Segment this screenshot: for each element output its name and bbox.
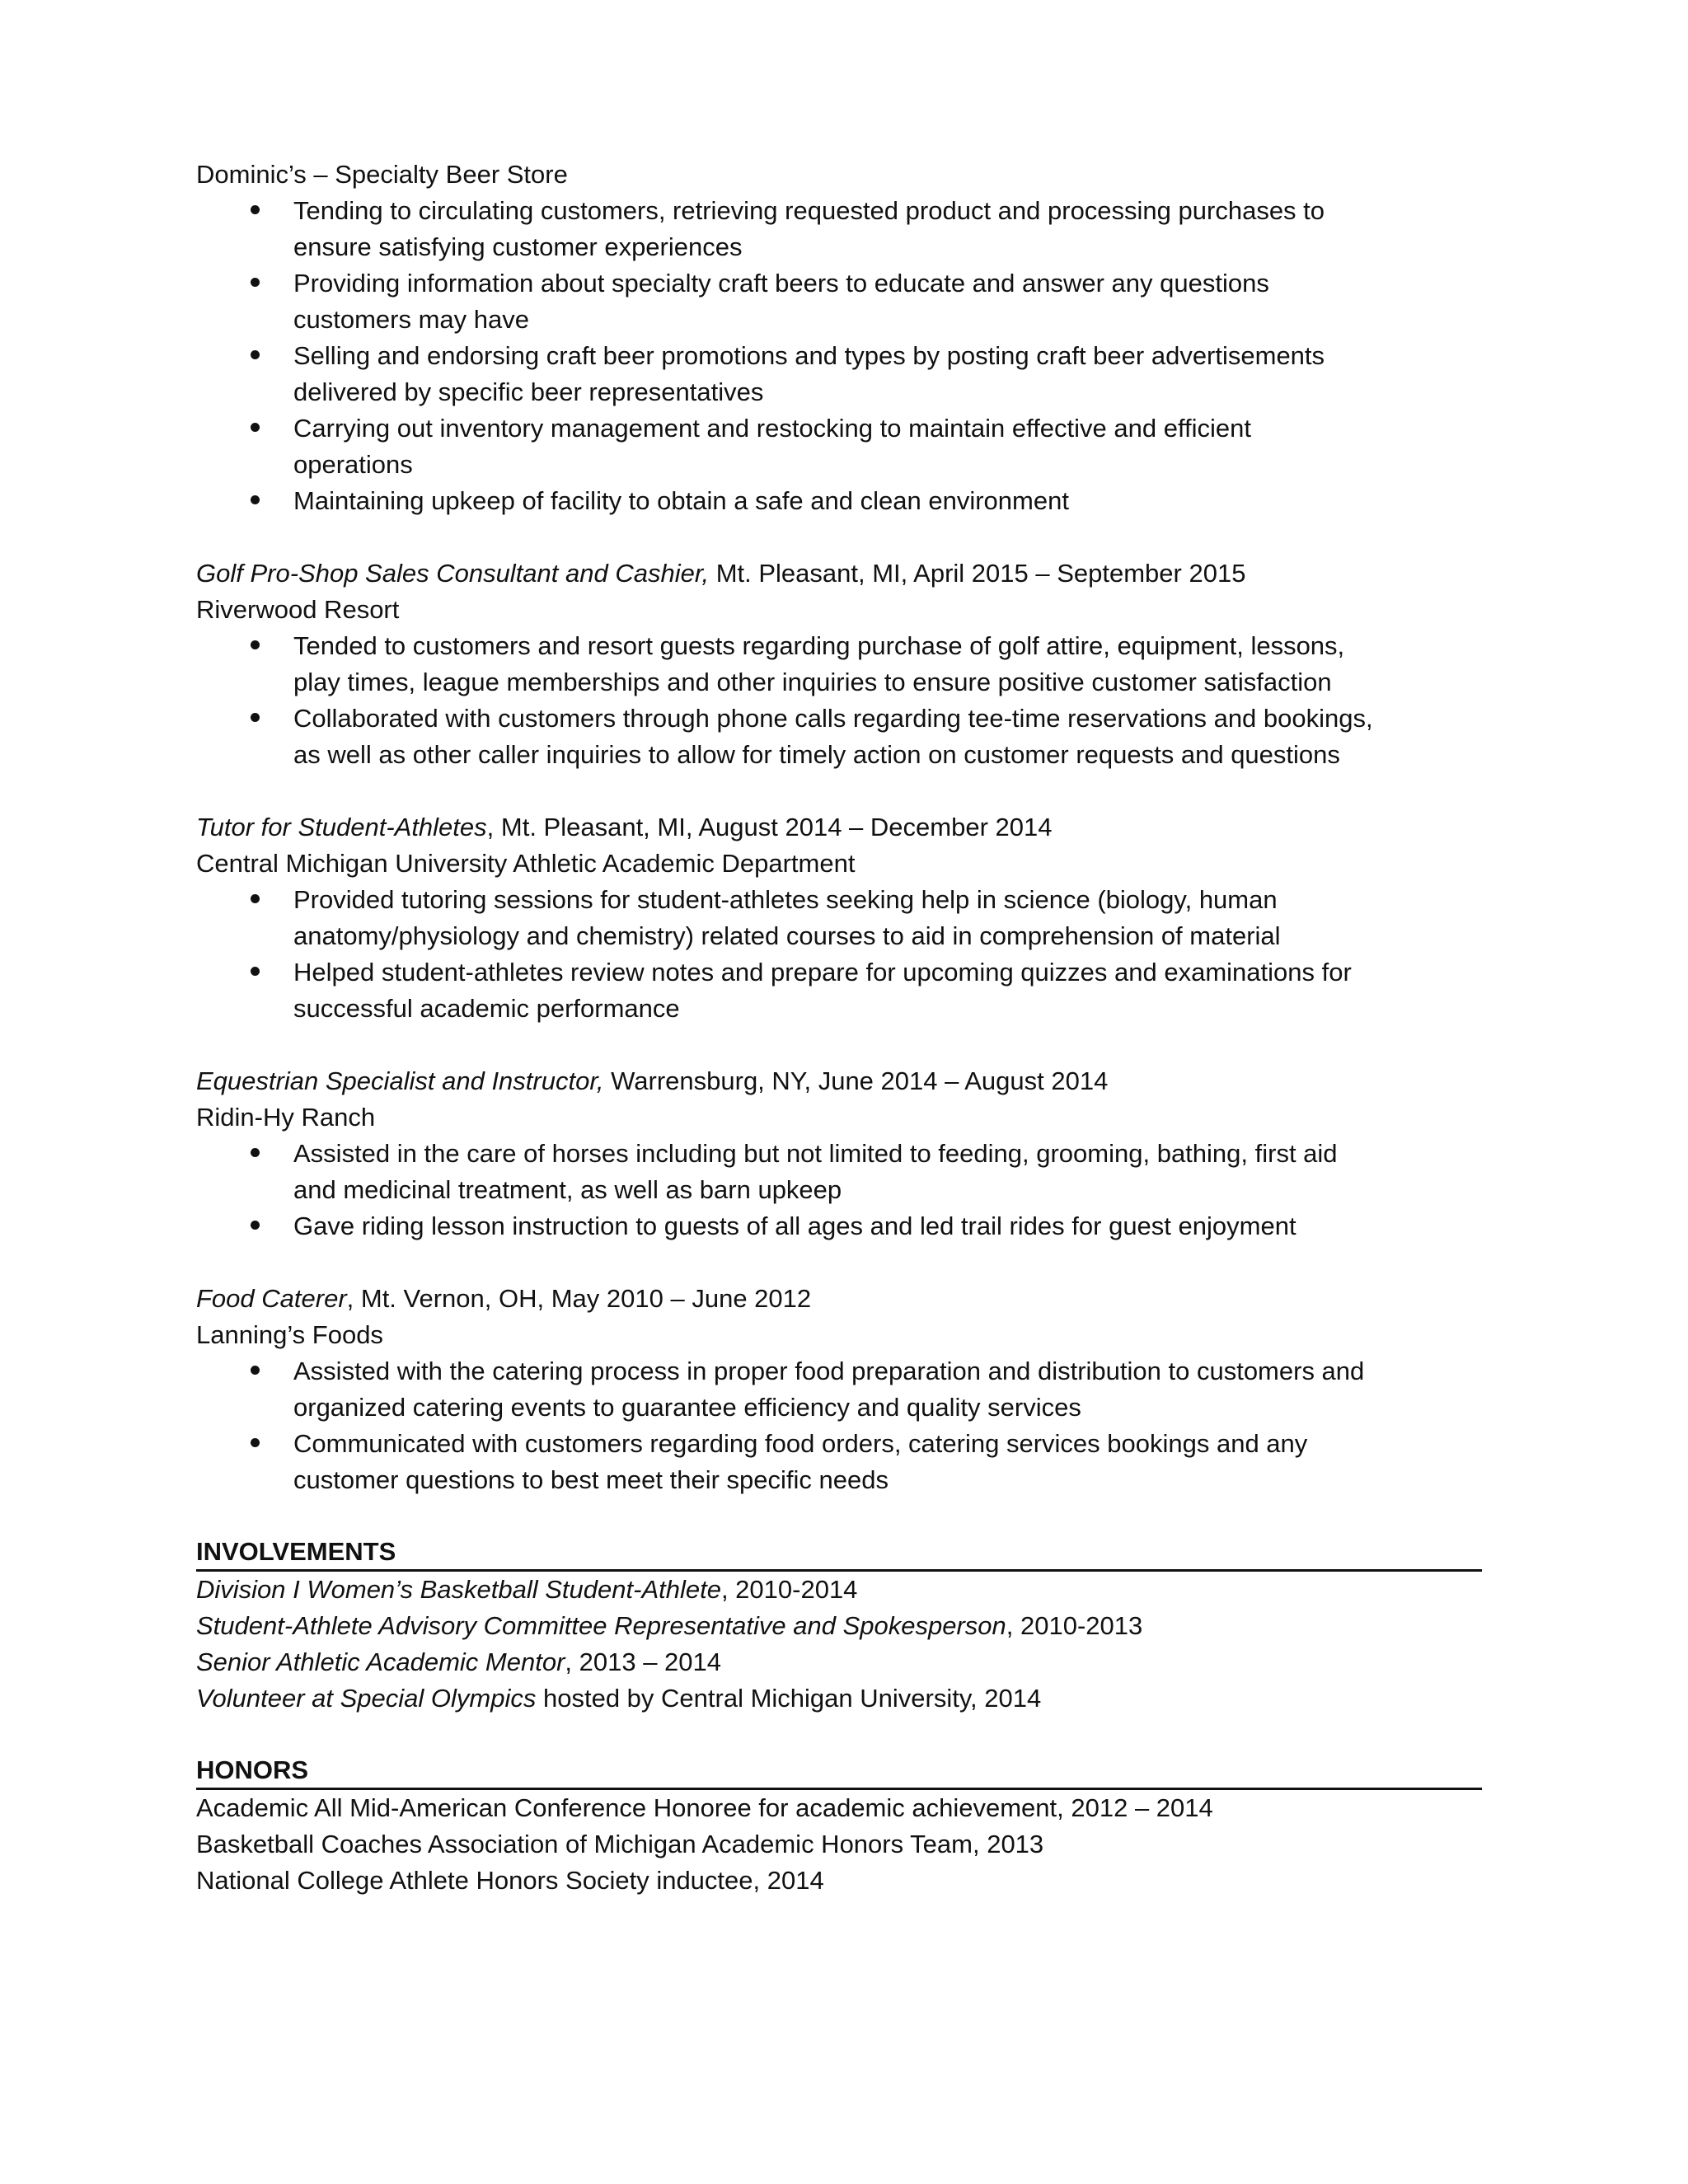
- section-heading: HONORS: [196, 1753, 1482, 1790]
- duty-text: Maintaining upkeep of facility to obtain a safe and clean environment: [293, 486, 1069, 515]
- duty-text: Gave riding lesson instruction to guests of all ages and led trail rides for guest enjoyment: [293, 1212, 1296, 1240]
- duty-text: as well as other caller inquiries to allow for timely action on customer requests and questions: [293, 740, 1340, 769]
- bullet-icon: [251, 640, 260, 649]
- bullet-icon: [251, 423, 260, 432]
- duty-item: [196, 1426, 1482, 1498]
- involvement-item: [196, 1680, 1482, 1717]
- duty-list: [196, 628, 1482, 773]
- honors-section: [196, 1753, 1482, 1899]
- duty-text: Communicated with customers regarding food orders, catering services bookings and any: [293, 1429, 1308, 1458]
- job-title-line: [196, 555, 1482, 592]
- employer-name: Ridin-Hy Ranch: [196, 1103, 376, 1132]
- bullet-icon: [251, 495, 260, 504]
- duty-item: [196, 1136, 1482, 1208]
- involvement-detail: , 2010-2013: [1006, 1611, 1143, 1640]
- bullet-icon: [251, 205, 260, 214]
- bullet-icon: [251, 894, 260, 903]
- job-role: Tutor for Student-Athletes: [196, 813, 487, 841]
- duty-text: customer questions to best meet their specific needs: [293, 1465, 889, 1494]
- job-tutor: [196, 809, 1482, 1027]
- duty-text: ensure satisfying customer experiences: [293, 232, 743, 261]
- duty-text: organized catering events to guarantee efficiency and quality services: [293, 1393, 1081, 1422]
- job-title-line: [196, 809, 1482, 846]
- bullet-icon: [251, 1148, 260, 1157]
- duty-text: Carrying out inventory management and restocking to maintain effective and efficient: [293, 414, 1252, 443]
- bullet-icon: [251, 350, 260, 359]
- involvement-title: Volunteer at Special Olympics: [196, 1684, 537, 1713]
- job-meta: , Mt. Pleasant, MI, August 2014 – December 2014: [486, 813, 1053, 841]
- involvement-detail: hosted by Central Michigan University, 2014: [536, 1684, 1042, 1713]
- job-meta: Warrensburg, NY, June 2014 – August 2014: [603, 1066, 1109, 1095]
- section-heading: INVOLVEMENTS: [196, 1535, 1482, 1572]
- job-title-line: [196, 1063, 1482, 1099]
- bullet-icon: [251, 713, 260, 722]
- duty-text: play times, league memberships and other inquiries to ensure positive customer satisfaction: [293, 668, 1332, 696]
- honor-item: National College Athlete Honors Society inductee, 2014: [196, 1866, 824, 1895]
- employer-name: Lanning’s Foods: [196, 1320, 383, 1349]
- honor-item: Basketball Coaches Association of Michigan Academic Honors Team, 2013: [196, 1830, 1044, 1858]
- duty-text: Providing information about specialty craft beers to educate and answer any questions: [293, 269, 1269, 298]
- duty-list: [196, 882, 1482, 1027]
- resume-content: [196, 157, 1482, 1935]
- job-dominics: [196, 157, 1482, 519]
- employer-name: Dominic’s – Specialty Beer Store: [196, 160, 568, 189]
- involvement-title: Senior Athletic Academic Mentor: [196, 1647, 565, 1676]
- duty-item: [196, 882, 1482, 954]
- job-meta: Mt. Pleasant, MI, April 2015 – September 2015: [709, 559, 1246, 588]
- involvement-detail: , 2010-2014: [720, 1575, 858, 1604]
- job-golf: [196, 555, 1482, 773]
- involvement-item: [196, 1572, 1482, 1608]
- duty-text: successful academic performance: [293, 994, 680, 1023]
- bullet-icon: [251, 967, 260, 976]
- duty-text: and medicinal treatment, as well as barn upkeep: [293, 1175, 842, 1204]
- duty-item: [196, 265, 1482, 338]
- employer-name: Riverwood Resort: [196, 595, 400, 624]
- employer-name: Central Michigan University Athletic Academic Department: [196, 849, 856, 878]
- duty-item: [196, 701, 1482, 773]
- involvement-item: [196, 1644, 1482, 1680]
- involvement-title: Student-Athlete Advisory Committee Representative and Spokesperson: [196, 1611, 1006, 1640]
- duty-item: [196, 628, 1482, 701]
- job-role: Equestrian Specialist and Instructor,: [196, 1066, 604, 1095]
- job-caterer: [196, 1281, 1482, 1498]
- duty-text: Assisted in the care of horses including but not limited to feeding, grooming, bathing, first aid: [293, 1139, 1338, 1168]
- job-role: Food Caterer: [196, 1284, 347, 1313]
- duty-text: Selling and endorsing craft beer promotions and types by posting craft beer advertisements: [293, 341, 1325, 370]
- bullet-icon: [251, 1438, 260, 1447]
- duty-text: Tending to circulating customers, retrieving requested product and processing purchases to: [293, 196, 1325, 225]
- job-meta: , Mt. Vernon, OH, May 2010 – June 2012: [346, 1284, 812, 1313]
- job-equestrian: [196, 1063, 1482, 1244]
- bullet-icon: [251, 1221, 260, 1230]
- duty-text: anatomy/physiology and chemistry) related courses to aid in comprehension of material: [293, 921, 1281, 950]
- involvements-section: [196, 1535, 1482, 1717]
- duty-text: Assisted with the catering process in proper food preparation and distribution to customers and: [293, 1357, 1365, 1385]
- duty-item: [196, 193, 1482, 265]
- duty-item: [196, 1208, 1482, 1244]
- involvement-title: Division I Women’s Basketball Student-Athlete: [196, 1575, 721, 1604]
- duty-item: [196, 1353, 1482, 1426]
- duty-list: [196, 193, 1482, 519]
- duty-text: Provided tutoring sessions for student-athletes seeking help in science (biology, human: [293, 885, 1278, 914]
- honor-item: Academic All Mid-American Conference Honoree for academic achievement, 2012 – 2014: [196, 1793, 1213, 1822]
- duty-text: delivered by specific beer representatives: [293, 377, 764, 406]
- bullet-icon: [251, 278, 260, 287]
- duty-list: [196, 1136, 1482, 1244]
- bullet-icon: [251, 1366, 260, 1375]
- involvement-item: [196, 1608, 1482, 1644]
- duty-item: [196, 410, 1482, 483]
- duty-item: [196, 954, 1482, 1027]
- duty-text: customers may have: [293, 305, 529, 334]
- duty-list: [196, 1353, 1482, 1498]
- duty-text: Collaborated with customers through phone calls regarding tee-time reservations and bookings,: [293, 704, 1373, 733]
- duty-item: [196, 483, 1482, 519]
- job-title-line: [196, 1281, 1482, 1317]
- duty-text: operations: [293, 450, 413, 479]
- job-role: Golf Pro-Shop Sales Consultant and Cashier,: [196, 559, 710, 588]
- duty-text: Helped student-athletes review notes and prepare for upcoming quizzes and examinations for: [293, 958, 1352, 987]
- duty-item: [196, 338, 1482, 410]
- duty-text: Tended to customers and resort guests regarding purchase of golf attire, equipment, lessons,: [293, 631, 1345, 660]
- involvement-detail: , 2013 – 2014: [565, 1647, 722, 1676]
